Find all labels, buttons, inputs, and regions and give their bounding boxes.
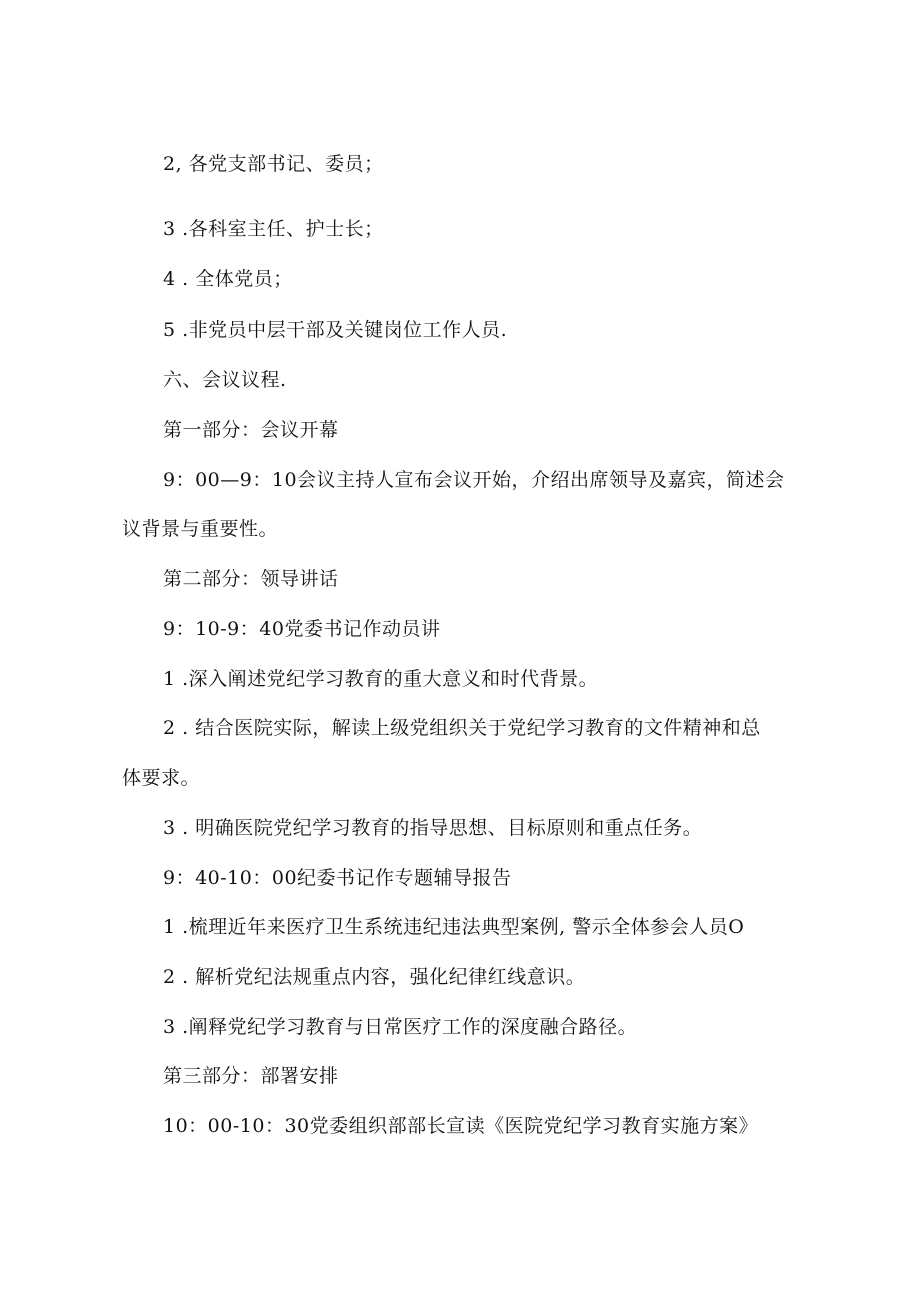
agenda-item-discipline-report: 9：40-10：00纪委书记作专题辅导报告: [163, 867, 512, 889]
speech-point-2: 2 . 结合医院实际，解读上级党组织关于党纪学习教育的文件精神和总: [163, 717, 761, 739]
section-heading-agenda: 六、会议议程.: [163, 369, 287, 391]
agenda-item-opening: 9：00—9：10会议主持人宣布会议开始，介绍出席领导及嘉宾，简述会: [163, 469, 785, 491]
agenda-item-plan-reading: 10：00-10：30党委组织部部长宣读《医院党纪学习教育实施方案》: [163, 1115, 759, 1137]
speech-point-1: 1 .深入阐述党纪学习教育的重大意义和时代背景。: [163, 668, 599, 690]
agenda-item-opening-cont: 议背景与重要性。: [122, 518, 279, 540]
agenda-item-secretary-speech: 9：10-9：40党委书记作动员讲: [163, 618, 441, 640]
report-point-3: 3 .阐释党纪学习教育与日常医疗工作的深度融合路径。: [163, 1016, 638, 1038]
attendee-item-2: 2, 各党支部书记、委员；: [163, 153, 384, 175]
speech-point-3: 3 . 明确医院党纪学习教育的指导思想、目标原则和重点任务。: [163, 817, 703, 839]
attendee-item-4: 4 . 全体党员；: [163, 268, 293, 290]
report-point-1: 1 .梳理近年来医疗卫生系统违纪违法典型案例, 警示全体参会人员O: [163, 916, 745, 938]
report-point-2: 2 . 解析党纪法规重点内容，强化纪律红线意识。: [163, 966, 586, 988]
attendee-item-3: 3 .各科室主任、护士长；: [163, 218, 384, 240]
part-one-heading: 第一部分：会议开幕: [163, 419, 339, 441]
part-two-heading: 第二部分：领导讲话: [163, 568, 339, 590]
attendee-item-5: 5 .非党员中层干部及关键岗位工作人员.: [163, 319, 508, 341]
part-three-heading: 第三部分：部署安排: [163, 1065, 339, 1087]
speech-point-2-cont: 体要求。: [122, 767, 201, 789]
